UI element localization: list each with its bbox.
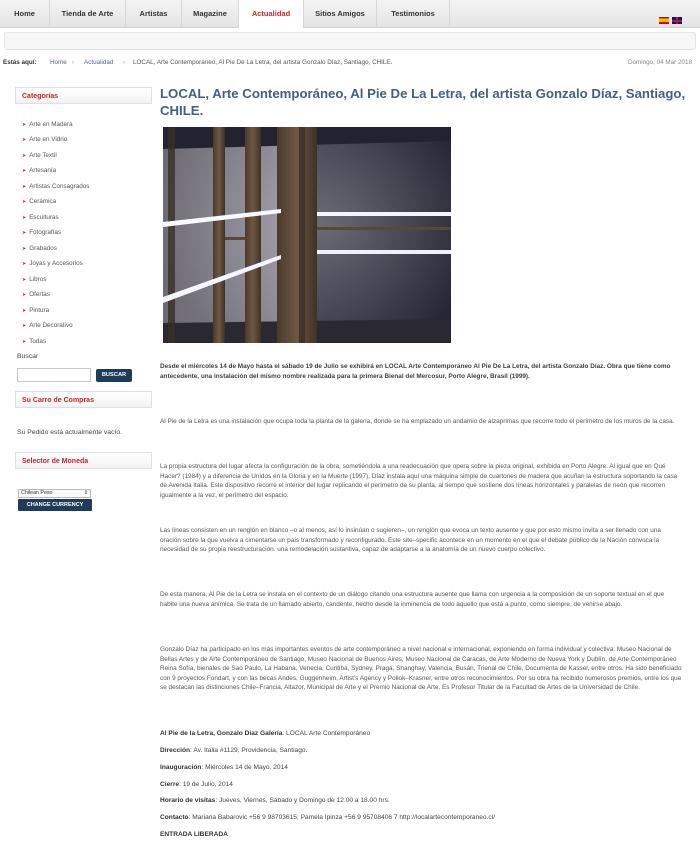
breadcrumb-current: LOCAL, Arte Contemporáneo, Al Pie De La Letra, del artista Gonzalo Díaz, Santiago, CHILE.: [133, 59, 393, 66]
info-gallery: Al Pie de la Letra, Gonzalo Díaz Galería: LOCAL Arte Contemporáneo: [160, 730, 371, 737]
category-item[interactable]: ➤ Libros: [22, 276, 47, 283]
arrow-icon: ➤: [22, 153, 27, 159]
info-opening: Inauguración: Miércoles 14 de Mayo, 2014: [160, 764, 288, 771]
breadcrumb-label: Estás aquí:: [3, 59, 37, 66]
arrow-icon: ➤: [22, 137, 27, 143]
english-flag-icon[interactable]: [672, 17, 682, 24]
arrow-icon: ➤: [22, 246, 27, 252]
arrow-icon: ➤: [22, 308, 27, 314]
category-item[interactable]: ➤ Esculturas: [22, 214, 59, 221]
spanish-flag-icon[interactable]: [659, 17, 669, 24]
article-paragraph: De esta manera, Al Pie de la Letra se instala en el contexto de un diálogo citando una estructura ausente que llama con urgencia a la composición de un soporte textual en el que habite una nueva anímica. Se trata de un llamado abierto, candente, hecho desde la inminencia de todo aquello que está a punto, como siempre, de venirse abajo.: [160, 591, 665, 608]
change-currency-button[interactable]: CHANGE CURRENCY: [18, 499, 92, 511]
article-intro: Desde el miércoles 14 de Mayo hasta el sábado 19 de Julio se exhibirá en LOCAL Arte Contemporáneo Al Pie De La Letra, del artista Gonzalo Díaz. Obra que tiene como antecedente, una instalación del mismo nombre realizada para la primera Bienal del Mercosur, Porto Alegre, Brasil (1999).: [160, 363, 671, 380]
breadcrumb-home-link[interactable]: Home: [50, 59, 67, 66]
categories-title: Categorías: [22, 93, 59, 100]
category-item[interactable]: ➤ Arte Textil: [22, 152, 57, 159]
arrow-icon: ➤: [22, 199, 27, 205]
arrow-icon: ➤: [22, 122, 27, 128]
article-paragraph: Las líneas consisten en un renglón en blanco –o al menos, así lo insinúan o sugieren–, un renglón que evoca un texto ausente y que por esto mismo invita a ser llenado con una oración sobre la que vuelva a cimentarse un país transformado y reconfigurado. Este site–specific acontece en un momento en el que el debate público de la Nación convoca la necesidad de su propia reestructuración. una remodelación sustantiva, capaz de adaptarse a la anatomía de un nuevo cuerpo colectivo.: [160, 527, 661, 553]
article-paragraph: Gonzalo Díaz ha participado en los más importantes eventos de arte contemporáneo a nivel nacional e internacional, exponiendo en forma individual y colectiva: Museo Nacional de Bellas Artes y de Arte Contemporáneo de Santiago, Museo Nacional de Buenos Aires, Museo Nacional de Caracas, de Arte Moderno de Nueva York y Dublín, de Arte Contemporáneo Reina Sofía, bienales de Sao Paulo, La Habana, Venecia, Curitiba, Sydney, Praga, Shanghay, Valencia, Busán, Trienal de Chile, Documenta de Kassel, entre otros. Ha sido beneficiado con 9 proyectos Fondart, y con las becas Andes, Guggenheim, Artist's Agency y Pollok–Krasner, entre otros reconocimientos. Por su obra ha recibido numerosos premios, entre los que se destacan las distinciones Chile–Francia, Altazor, Municipal de Arte y el Premio Nacional de Arte. Es Profesor Titular de la Facultad de Artes de la Universidad de Chile.: [160, 646, 682, 691]
arrow-icon: ➤: [22, 277, 27, 283]
currency-select[interactable]: Chilean Peso ⇕: [18, 489, 91, 498]
category-item[interactable]: ➤ Cerámica: [22, 198, 57, 205]
breadcrumb-separator: ›: [72, 59, 75, 66]
info-closing: Cierre: 19 de Julio, 2014: [160, 781, 233, 788]
arrow-icon: ➤: [22, 184, 27, 190]
info-address: Dirección: Av. Italia #1129, Providencia, Santiago.: [160, 747, 308, 754]
category-item[interactable]: ➤ Grabados: [22, 245, 57, 252]
select-arrows-icon: ⇕: [83, 490, 88, 496]
category-item[interactable]: ➤ Arte Decorativo: [22, 322, 73, 329]
category-item[interactable]: ➤ Arte en Madera: [22, 121, 73, 128]
currency-title: Selector de Moneda: [22, 458, 89, 465]
search-label: Buscar: [17, 353, 39, 360]
arrow-icon: ➤: [22, 261, 27, 267]
nav-magazine[interactable]: Magazine: [182, 0, 239, 28]
breadcrumb-section-link[interactable]: Actualidad: [84, 59, 114, 66]
category-item[interactable]: ➤ Ofertas: [22, 291, 50, 298]
arrow-icon: ➤: [22, 339, 27, 345]
breadcrumb: [0, 56, 700, 70]
nav-sitios-amigos[interactable]: Sitios Amigos: [304, 0, 377, 28]
nav-home[interactable]: Home: [0, 0, 50, 28]
arrow-icon: ➤: [22, 215, 27, 221]
category-item[interactable]: ➤ Todas: [22, 338, 47, 345]
breadcrumb-separator: ›: [123, 59, 126, 66]
nav-actualidad[interactable]: Actualidad: [239, 0, 304, 28]
category-item[interactable]: ➤ Artesanía: [22, 167, 57, 174]
nav-testimonios[interactable]: Testimonios: [377, 0, 450, 28]
header-strip: [4, 32, 696, 50]
categories-header: [15, 87, 152, 104]
search-input[interactable]: [17, 368, 91, 382]
category-item[interactable]: ➤ Artistas Consagrados: [22, 183, 90, 190]
arrow-icon: ➤: [22, 323, 27, 329]
category-item[interactable]: ➤ Arte en Vidrio: [22, 136, 68, 143]
arrow-icon: ➤: [22, 230, 27, 236]
arrow-icon: ➤: [22, 292, 27, 298]
current-date: Domingo, 04 Mar 2018: [627, 59, 692, 66]
artwork-photo: [163, 127, 451, 343]
category-item[interactable]: ➤ Pintura: [22, 307, 50, 314]
currency-header: [15, 452, 152, 469]
cart-status: Su Pedido está actualmente vacío.: [17, 429, 123, 436]
nav-artistas[interactable]: Artistas: [126, 0, 182, 28]
arrow-icon: ➤: [22, 168, 27, 174]
category-item[interactable]: ➤ Joyas y Accesorios: [22, 260, 83, 267]
search-button[interactable]: BUSCAR: [96, 369, 132, 382]
article-title: LOCAL, Arte Contemporáneo, Al Pie De La Letra, del artista Gonzalo Díaz, Santiago, CHILE.: [160, 86, 686, 118]
cart-header: [15, 391, 152, 408]
free-entry: ENTRADA LIBERADA: [160, 831, 228, 838]
info-contact: Contacto: Mariana Babarovic +56 9 98703615; Pamela Ipinza +56 9 95708406 7 http://localartecontemporaneo.cl/: [160, 814, 496, 821]
top-navigation: [0, 0, 700, 28]
article-paragraph: Al Pie de la Letra es una instalación que ocupa toda la planta de la galería, donde se ha emplazado un andamio de alzaprimas que recorre todo el perímetro de los muros de la casa.: [160, 418, 675, 425]
category-item[interactable]: ➤ Fotografías: [22, 229, 62, 236]
info-hours: Horario de visitas: Jueves, Viernes, Sábado y Domingo de 12.00 a 18.00 hrs.: [160, 797, 390, 804]
nav-tienda-de-arte[interactable]: Tienda de Arte: [50, 0, 126, 28]
cart-title: Su Carro de Compras: [22, 397, 94, 404]
article-paragraph: La propia estructura del lugar afecta la configuración de la obra, sometiéndola a una readecuación que opera sobre la pieza original, exhibida en Porto Alegre. Al igual que en Qué Hacer? (1984) y a diferencia de Unidos en la Gloria y en la Muerte (1997), Díaz instala aquí una máquina simple de cuartones de madera que acuñan la estructura soportando la casa de Avenida Italia. Este dispositivo recorre el interior del lugar replicando el perímetro de su planta, al tiempo que sostiene dos líneas horizontales y paralelas de neón que recorren igualmente a la vez, el perímetro del espacio.: [160, 463, 678, 499]
